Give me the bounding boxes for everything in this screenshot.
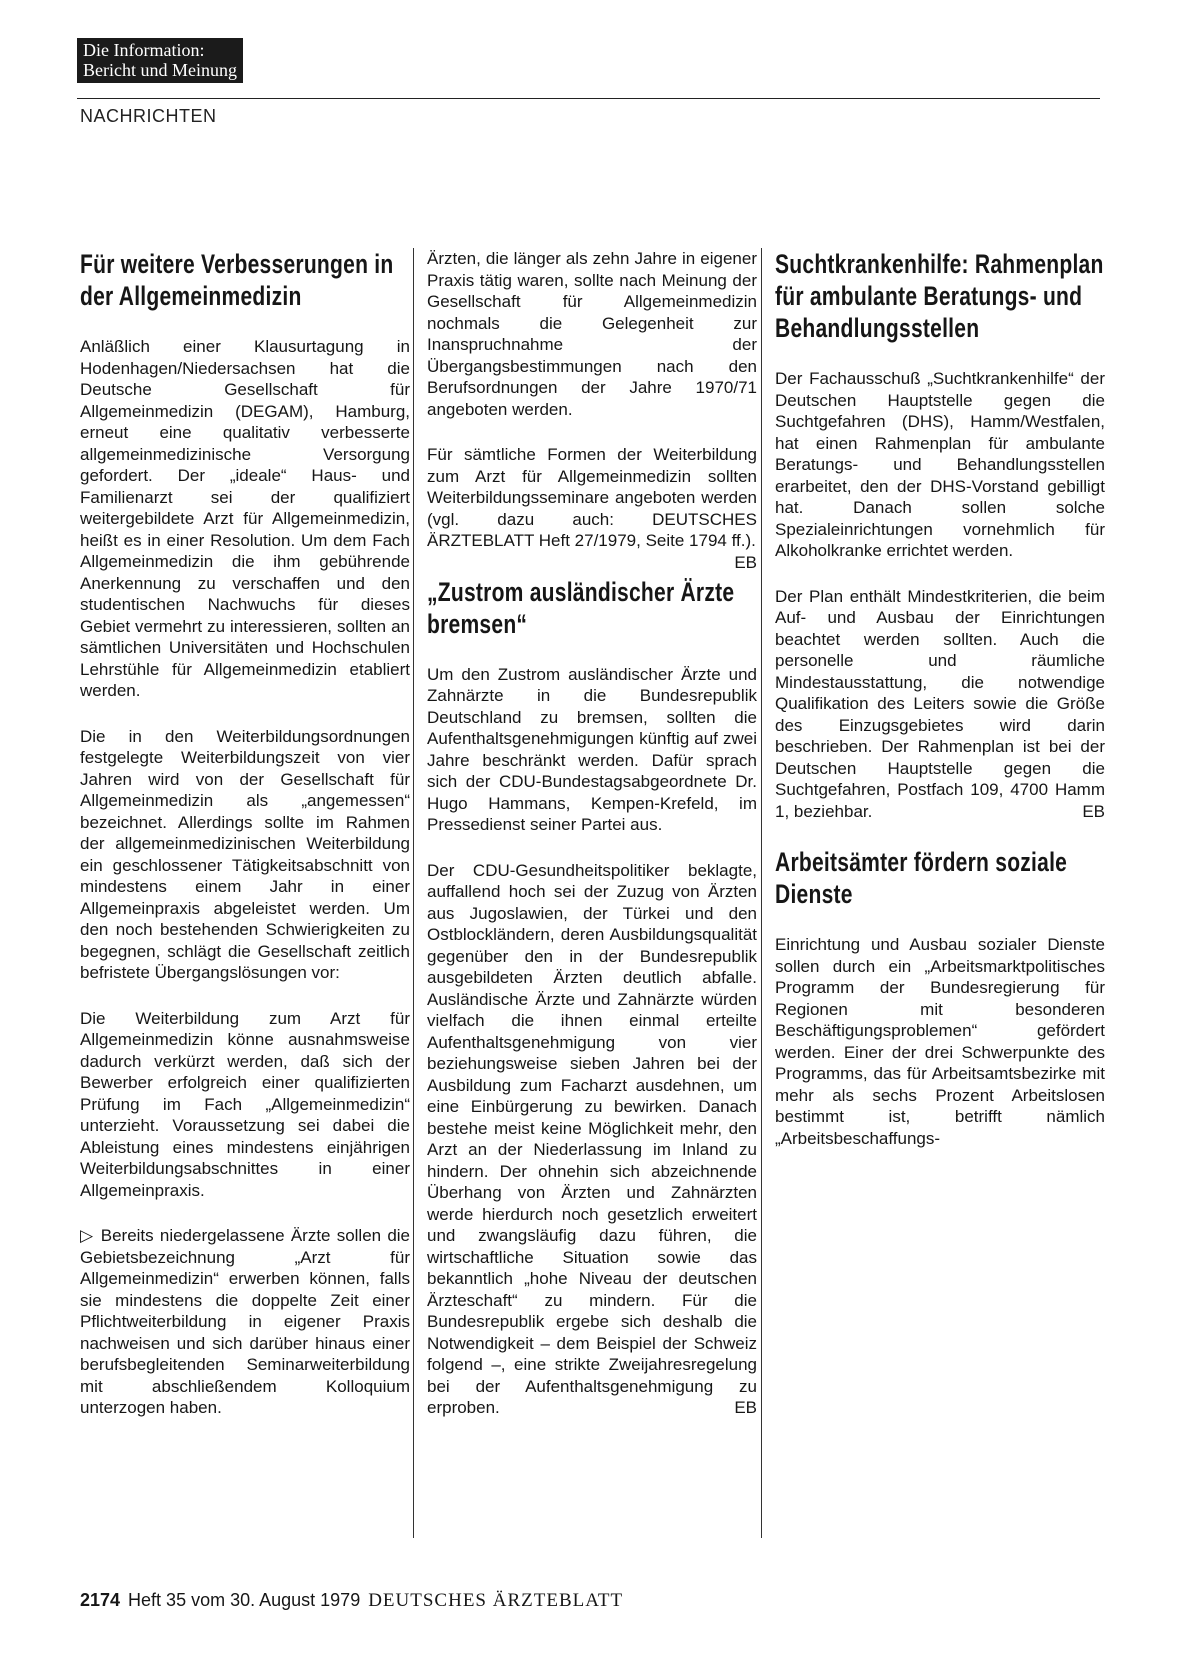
rubric-line-1: Die Information: bbox=[83, 40, 205, 60]
article-paragraph: Anläßlich einer Klausurtagung in Hodenhagen/Niedersachsen hat die Deutsche Gesellschaft für Allgemeinmedizin (DEGAM), Hamburg, erneut eine qualitativ verbesserte allgemeinmedizinische Versorgung gefordert. Der „ideale“ Haus- und Familienarzt sei der qualifiziert weitergebildete Arzt für Allgemeinmedizin, heißt es in einer Resolution. Um dem Fach Allgemeinmedizin die ihm gebührende Anerkennung zu verschaffen und den studentischen Nachwuchs für dieses Gebiet vermehrt zu interessieren, sollten an sämtlichen Universitäten und Hochschulen Lehrstühle für Allgemeinmedizin etabliert werden. bbox=[80, 337, 410, 700]
article-paragraph: Einrichtung und Ausbau sozialer Dienste sollen durch ein „Arbeitsmarktpolitisches Programm der Bundesregierung für Regionen mit besonderen Beschäftigungsproblemen“ gefördert werden. Einer der drei Schwerpunkte des Programms, das für Arbeitsamtsbezirke mit mehr als sechs Prozent Arbeitslosen bestimmt ist, betrifft nämlich „Arbeitsbeschaffungs- bbox=[775, 935, 1105, 1148]
article-title: Suchtkrankenhilfe: Rahmenplan für ambulante Beratungs- und Behandlungsstellen bbox=[775, 249, 1104, 343]
column-divider bbox=[413, 248, 414, 1538]
rubric-box bbox=[77, 38, 243, 83]
article-paragraph: Ärzten, die länger als zehn Jahre in eigener Praxis tätig waren, sollte nach Meinung der Gesellschaft für Allgemeinmedizin nochmals die Gelegenheit zur Inanspruchnahme der Übergangsbestimmungen nach den Berufsordnungen der Jahre 1970/71 angeboten werden. bbox=[427, 249, 757, 419]
article-paragraph-text: Der Plan enthält Mindestkriterien, die beim Auf- und Ausbau der Einrichtungen beachtet werden sollten. Auch die personelle und räumliche Mindestausstattung, die notwendige Qualifikation des Leiters sowie die Größe des Einzugsgebietes wird darin beschrieben. Der Rahmenplan ist bei der Deutschen Hauptstelle gegen die Suchtgefahren, Postfach 109, 4700 Hamm 1, beziehbar. bbox=[775, 586, 1105, 821]
page-footer bbox=[80, 1590, 623, 1612]
article-title: Für weitere Verbesserungen in der Allgemeinmedizin bbox=[80, 249, 394, 311]
article-paragraph: Die Weiterbildung zum Arzt für Allgemeinmedizin könne ausnahmsweise dadurch verkürzt werden, daß sich der Bewerber erfolgreich einer qualifizierten Prüfung im Fach „Allgemeinmedizin“ unterzieht. Voraussetzung sei dabei die Ableistung eines mindestens einjährigen Weiterbildungsabschnittes in einer Allgemeinpraxis. bbox=[80, 1008, 410, 1200]
article-signature: EB bbox=[734, 552, 757, 572]
rubric-line-2: Bericht und Meinung bbox=[83, 60, 237, 80]
column-2 bbox=[427, 248, 757, 1443]
column-3 bbox=[775, 248, 1105, 1173]
issue-info: Heft 35 vom 30. August 1979 bbox=[128, 1590, 361, 1610]
article-paragraph-text: Für sämtliche Formen der Weiterbildung zum Arzt für Allgemeinmedizin sollten Weiterbildungsseminare angeboten werden (vgl. dazu auch: DEUTSCHES ÄRZTEBLATT Heft 27/1979, Seite 1794 ff.). bbox=[427, 445, 757, 550]
publication-name: DEUTSCHES ÄRZTEBLATT bbox=[368, 1590, 624, 1611]
article-paragraph-text: Der CDU-Gesundheitspolitiker beklagte, auffallend hoch sei der Zuzug von Ärzten aus Jugoslawien, der Türkei und den Ostblockländern, deren Ausbildungsqualität gegenüber den in der Bundesrepublik ausgebildeten Ärzten deutlich abfalle. Ausländische Ärzte und Zahnärzte würden vielfach die ihnen einmal erteilte Aufenthaltsgenehmigung von vier beziehungsweise sieben Jahren bei der Ausbildung zum Facharzt ausdehnen, um eine Einbürgerung zu bewirken. Danach bestehe meist keine Möglichkeit mehr, den Arzt an der Niederlassung im Inland zu hindern. Der ohnehin sich abzeichnende Überhang von Ärzten und Zahnärzten werde hierdurch noch gesetzlich erweitert und zwangsläufig dazu führen, die wirtschaftliche Situation sowie das bekanntlich „hohe Niveau der deutschen Ärzteschaft“ zu mindern. Für die Bundesrepublik ergebe sich deshalb die Notwendigkeit – dem Beispiel der Schweiz folgend –, eine strikte Zweijahresregelung bei der Aufenthaltsgenehmigung zu erproben. bbox=[427, 860, 757, 1417]
article-paragraph bbox=[427, 860, 757, 1419]
column-1 bbox=[80, 248, 410, 1443]
article-title: „Zustrom ausländischer Ärzte bremsen“ bbox=[427, 576, 735, 639]
article-paragraph: Um den Zustrom ausländischer Ärzte und Zahnärzte in die Bundesrepublik Deutschland zu bremsen, sollten die Aufenthaltsgenehmigungen künftig auf zwei Jahre beschränkt werden. Dafür sprach sich der CDU-Bundestagsabgeordnete Dr. Hugo Hammans, Kempen-Krefeld, im Pressedienst seiner Partei aus. bbox=[427, 664, 757, 834]
article-paragraph bbox=[427, 444, 757, 572]
article-paragraph bbox=[775, 586, 1105, 823]
header-rule bbox=[77, 98, 1100, 99]
article-paragraph: ▷ Bereits niedergelassene Ärzte sollen die Gebietsbezeichnung „Arzt für Allgemeinmedizin“ erwerben können, falls sie mindestens die doppelte Zeit einer Pflichtweiterbildung in eigener Praxis nachweisen und sich darüber hinaus einer berufsbegleitenden Seminarweiterbildung mit abschließendem Kolloquium unterzogen haben. bbox=[80, 1226, 410, 1417]
article-signature: EB bbox=[1082, 801, 1105, 821]
column-divider bbox=[761, 248, 762, 1538]
article-paragraph: Der Fachausschuß „Suchtkrankenhilfe“ der Deutschen Hauptstelle gegen die Suchtgefahren (DHS), Hamm/Westfalen, hat einen Rahmenplan für ambulante Beratungs- und Behandlungsstellen erarbeitet, den der DHS-Vorstand gebilligt hat. Danach sollen solche Spezialeinrichtungen vornehmlich für Alkoholkranke errichtet werden. bbox=[775, 369, 1105, 560]
article-paragraph: Die in den Weiterbildungsordnungen festgelegte Weiterbildungszeit von vier Jahren wird von der Gesellschaft für Allgemeinmedizin als „angemessen“ bezeichnet. Allerdings sollte im Rahmen der allgemeinmedizinischen Weiterbildung ein geschlossener Tätigkeitsabschnitt von mindestens einem Jahr in einer Allgemeinpraxis abgeleistet werden. Um den noch bestehenden Schwierigkeiten zu begegnen, schlägt die Gesellschaft zeitlich befristete Übergangslösungen vor: bbox=[80, 726, 410, 982]
page-number: 2174 bbox=[80, 1590, 121, 1610]
section-label: NACHRICHTEN bbox=[80, 106, 217, 126]
article-signature: EB bbox=[734, 1398, 757, 1417]
article-title: Arbeitsämter fördern soziale Dienste bbox=[775, 847, 1068, 909]
